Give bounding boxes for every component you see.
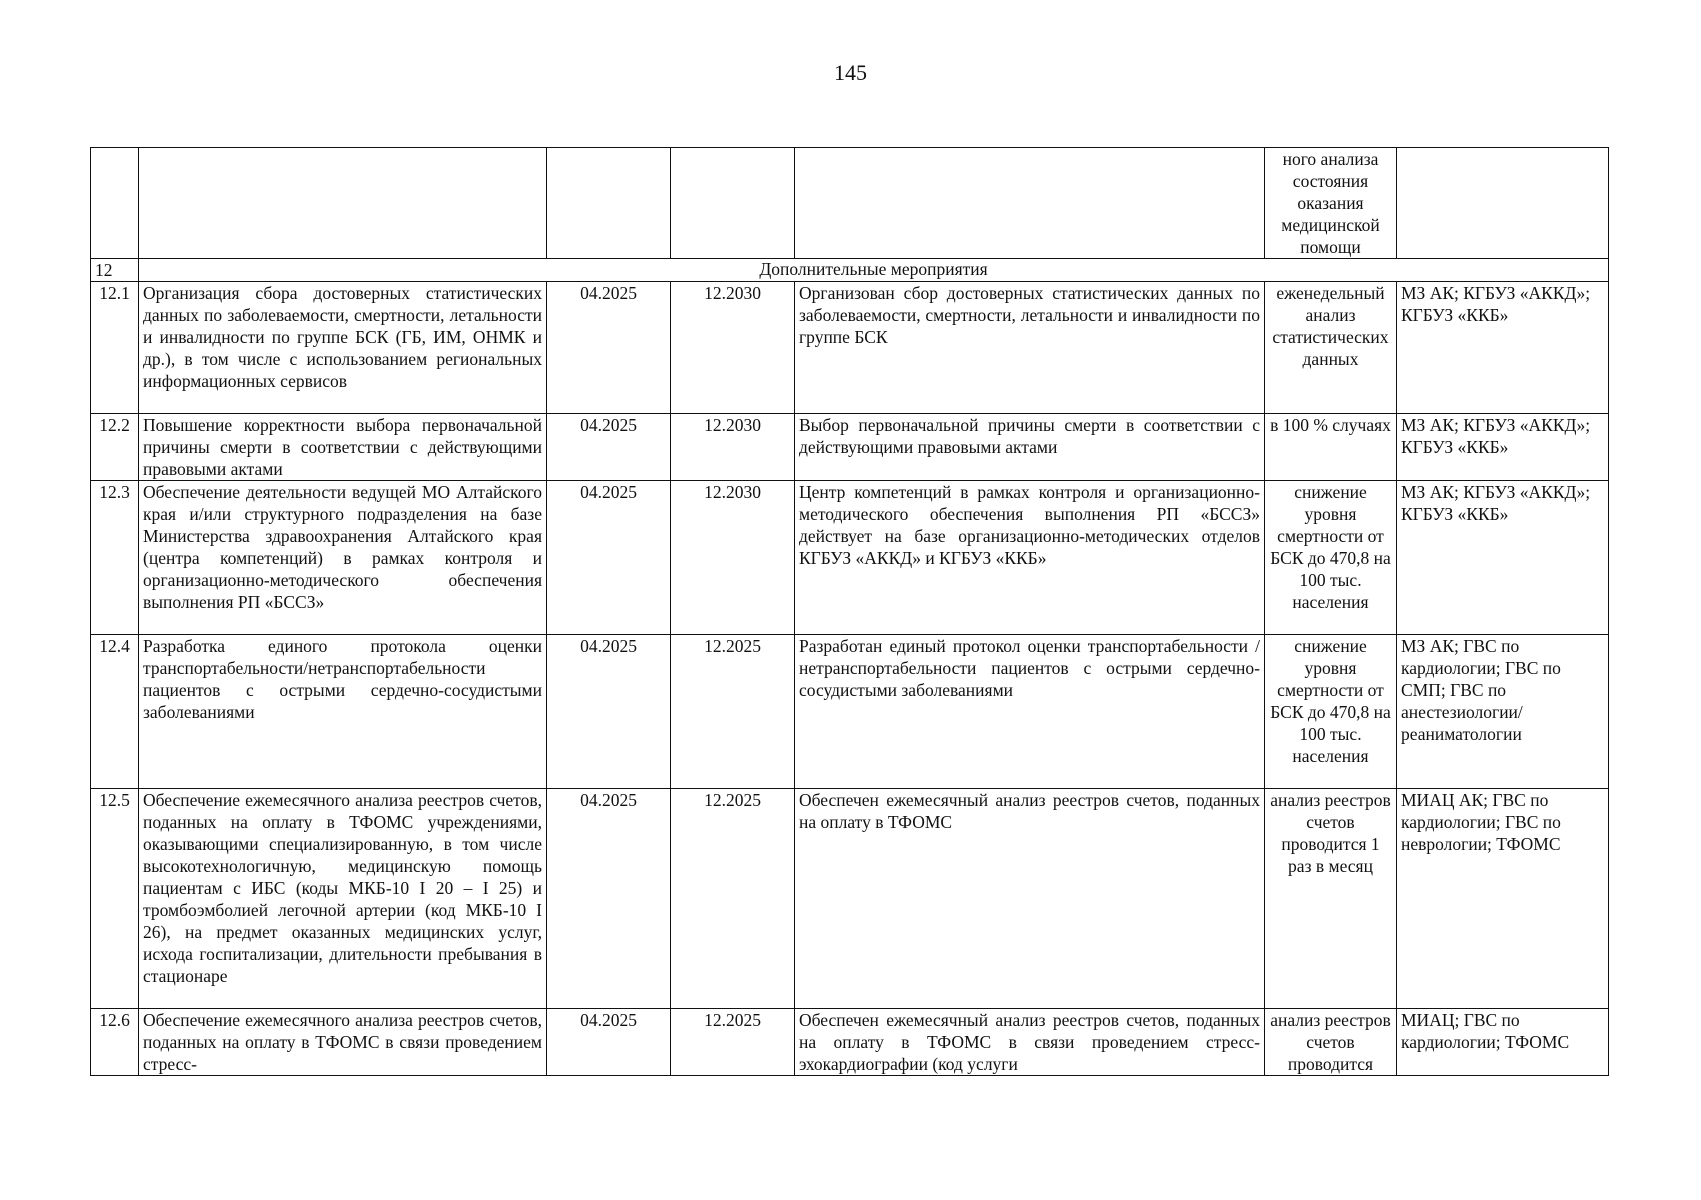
section-title: Дополнительные мероприятия — [139, 259, 1609, 282]
table-row — [91, 481, 1609, 635]
expected-result: Обеспечен ежемесячный анализ реестров счетов, поданных на оплату в ТФОМС в связи проведением стресс-эхокардиографии (код услуги — [795, 1009, 1265, 1076]
table-row — [91, 789, 1609, 1009]
responsible: МИАЦ; ГВС по кардиологии; ТФОМС — [1397, 1009, 1609, 1076]
start-date: 04.2025 — [547, 414, 671, 481]
start-date: 04.2025 — [547, 282, 671, 414]
activity-name: Повышение корректности выбора первоначальной причины смерти в соответствии с действующими правовыми актами — [139, 414, 547, 481]
expected-result: Выбор первоначальной причины смерти в соответствии с действующими правовыми актами — [795, 414, 1265, 481]
end-date: 12.2025 — [671, 635, 795, 789]
expected-result: Разработан единый протокол оценки транспортабельности / нетранспортабельности пациентов с острыми сердечно-сосудистыми заболеваниями — [795, 635, 1265, 789]
table-row — [91, 414, 1609, 481]
responsible: МЗ АК; ГВС по кардиологии; ГВС по СМП; ГВС по анестезиологии/реаниматологии — [1397, 635, 1609, 789]
section-number: 12 — [91, 259, 139, 282]
row-number: 12.5 — [91, 789, 139, 1009]
indicator: анализ реестров счетов проводится — [1265, 1009, 1397, 1076]
continuation-row — [91, 148, 1609, 259]
table-row — [91, 635, 1609, 789]
responsible: МЗ АК; КГБУЗ «АККД»; КГБУЗ «ККБ» — [1397, 282, 1609, 414]
table-row — [91, 1009, 1609, 1076]
end-date: 12.2025 — [671, 789, 795, 1009]
activity-name: Разработка единого протокола оценки транспортабельности/нетранспортабельности пациентов с острыми сердечно-сосудистыми заболеваниями — [139, 635, 547, 789]
end-date: 12.2025 — [671, 1009, 795, 1076]
end-date: 12.2030 — [671, 414, 795, 481]
activity-name: Обеспечение ежемесячного анализа реестров счетов, поданных на оплату в ТФОМС учреждениями, оказывающими специализированную, в том числе высокотехнологичную, медицинскую помощь пациентам с ИБС (коды МКБ-10 I 20 – I 25) и тромбоэмболией легочной артерии (код МКБ-10 I 26), на предмет оказанных медицинских услуг, исхода госпитализации, длительности пребывания в стационаре — [139, 789, 547, 1009]
activity-name: Обеспечение деятельности ведущей МО Алтайского края и/или структурного подразделения на базе Министерства здравоохранения Алтайского края (центра компетенций) в рамках контроля и организационно-методического обеспечения выполнения РП «БССЗ» — [139, 481, 547, 635]
end-date: 12.2030 — [671, 282, 795, 414]
row-number: 12.4 — [91, 635, 139, 789]
section-row — [91, 259, 1609, 282]
indicator: снижение уровня смертности от БСК до 470,8 на 100 тыс. населения — [1265, 635, 1397, 789]
expected-result: Обеспечен ежемесячный анализ реестров счетов, поданных на оплату в ТФОМС — [795, 789, 1265, 1009]
start-date: 04.2025 — [547, 481, 671, 635]
indicator: анализ реестров счетов проводится 1 раз в месяц — [1265, 789, 1397, 1009]
row-number: 12.3 — [91, 481, 139, 635]
expected-result: Организован сбор достоверных статистических данных по заболеваемости, смертности, летальности и инвалидности по группе БСК — [795, 282, 1265, 414]
end-date: 12.2030 — [671, 481, 795, 635]
start-date: 04.2025 — [547, 635, 671, 789]
row-number: 12.6 — [91, 1009, 139, 1076]
row-number: 12.2 — [91, 414, 139, 481]
table-row — [91, 282, 1609, 414]
responsible: МЗ АК; КГБУЗ «АККД»; КГБУЗ «ККБ» — [1397, 481, 1609, 635]
indicator: снижение уровня смертности от БСК до 470,8 на 100 тыс. населения — [1265, 481, 1397, 635]
page-number: 145 — [834, 60, 867, 85]
responsible: МЗ АК; КГБУЗ «АККД»; КГБУЗ «ККБ» — [1397, 414, 1609, 481]
expected-result: Центр компетенций в рамках контроля и организационно-методического обеспечения выполнения РП «БССЗ» действует на базе организационно-методических отделов КГБУЗ «АККД» и КГБУЗ «ККБ» — [795, 481, 1265, 635]
start-date: 04.2025 — [547, 789, 671, 1009]
activity-name: Обеспечение ежемесячного анализа реестров счетов, поданных на оплату в ТФОМС в связи проведением стресс- — [139, 1009, 547, 1076]
indicator: в 100 % случаях — [1265, 414, 1397, 481]
activities-table — [90, 147, 1609, 1076]
responsible: МИАЦ АК; ГВС по кардиологии; ГВС по неврологии; ТФОМС — [1397, 789, 1609, 1009]
start-date: 04.2025 — [547, 1009, 671, 1076]
continuation-indicator: ного анализа состояния оказания медицинской помощи — [1265, 148, 1397, 259]
row-number: 12.1 — [91, 282, 139, 414]
indicator: еженедельный анализ статистических данных — [1265, 282, 1397, 414]
activity-name: Организация сбора достоверных статистических данных по заболеваемости, смертности, летальности и инвалидности по группе БСК (ГБ, ИМ, ОНМК и др.), в том числе с использованием региональных информационных сервисов — [139, 282, 547, 414]
